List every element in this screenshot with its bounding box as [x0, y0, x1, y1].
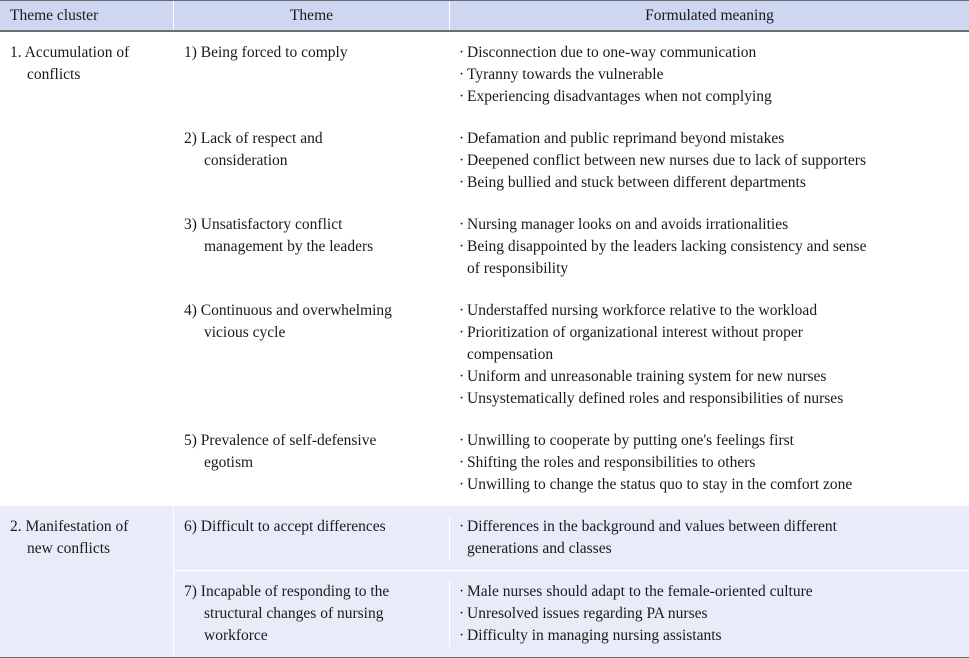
meaning-text-line: compensation — [467, 346, 554, 363]
meaning-text — [467, 214, 969, 236]
theme-name-line: 2) Lack of respect and — [184, 130, 323, 147]
themes-column — [174, 32, 969, 505]
theme-name-line: 5) Prevalence of self-defensive — [184, 432, 377, 449]
bullet-icon: · — [459, 88, 465, 105]
table-body — [0, 32, 969, 657]
header-theme-cluster: Theme cluster — [0, 1, 174, 30]
meaning-text-line: Male nurses should adapt to the female-oriented culture — [467, 583, 813, 600]
meaning-item — [459, 581, 969, 603]
meaning-item — [459, 172, 969, 194]
meaning-text — [467, 300, 969, 322]
cluster-name — [0, 32, 174, 505]
meaning-text-line: Defamation and public reprimand beyond mistakes — [467, 130, 785, 147]
bullet-icon: · — [459, 174, 465, 191]
bullet-icon: · — [459, 605, 465, 622]
meaning-item — [459, 322, 969, 366]
meaning-text — [467, 474, 969, 496]
meaning-item — [459, 150, 969, 172]
meaning-text — [467, 581, 969, 603]
bullet-icon: · — [459, 302, 465, 319]
bullet-icon: · — [459, 130, 465, 147]
meaning-text-line: Differences in the background and values between different — [467, 518, 837, 535]
meaning-text-line: Unsystematically defined roles and responsibilities of nurses — [467, 390, 844, 407]
themes-column — [174, 506, 969, 657]
meaning-item — [459, 516, 969, 560]
bullet-icon: · — [459, 66, 465, 83]
meaning-text — [467, 452, 969, 474]
meaning-text — [467, 603, 969, 625]
bullet-icon: · — [459, 238, 465, 255]
theme-name-line: 3) Unsatisfactory conflict — [184, 216, 343, 233]
meaning-text — [467, 86, 969, 108]
meaning-text — [467, 388, 969, 410]
bullet-icon: · — [459, 627, 465, 644]
bullet-icon: · — [459, 476, 465, 493]
formulated-meanings — [450, 516, 969, 560]
meaning-text-line: Being disappointed by the leaders lacking consistency and sense — [467, 238, 867, 255]
theme-name — [174, 581, 450, 647]
meaning-text — [467, 172, 969, 194]
meaning-text-line: Tyranny towards the vulnerable — [467, 66, 664, 83]
bullet-icon: · — [459, 390, 465, 407]
meaning-text-line: Being bullied and stuck between different departments — [467, 174, 806, 191]
table-header-row — [0, 1, 969, 32]
theme-name-line: 1) Being forced to comply — [184, 44, 348, 61]
meaning-text-line: Experiencing disadvantages when not complying — [467, 88, 772, 105]
theme-name-line: workforce — [204, 627, 268, 644]
meaning-item — [459, 86, 969, 108]
bullet-icon: · — [459, 152, 465, 169]
cluster-name-line: 2. Manifestation of — [10, 518, 129, 535]
bullet-icon: · — [459, 44, 465, 61]
formulated-meanings — [450, 128, 969, 194]
bullet-icon: · — [459, 583, 465, 600]
theme-name-line: 4) Continuous and overwhelming — [184, 302, 392, 319]
meaning-text-line: Difficulty in managing nursing assistants — [467, 627, 722, 644]
theme-row — [174, 420, 969, 505]
meaning-text — [467, 322, 969, 366]
meaning-text — [467, 516, 969, 560]
cluster-name-line: 1. Accumulation of — [10, 44, 130, 61]
meaning-item — [459, 474, 969, 496]
meaning-text — [467, 128, 969, 150]
meaning-item — [459, 430, 969, 452]
meaning-item — [459, 42, 969, 64]
meaning-item — [459, 366, 969, 388]
meaning-item — [459, 603, 969, 625]
theme-row — [174, 32, 969, 118]
theme-name-line: vicious cycle — [204, 324, 286, 341]
theme-name-line: management by the leaders — [204, 238, 374, 255]
theme-name — [174, 42, 450, 108]
bullet-icon: · — [459, 432, 465, 449]
theme-name — [174, 128, 450, 194]
meaning-item — [459, 388, 969, 410]
meaning-text-line: Unwilling to cooperate by putting one's feelings first — [467, 432, 794, 449]
theme-name-line: 6) Difficult to accept differences — [184, 518, 386, 535]
meaning-text-line: of responsibility — [467, 260, 569, 277]
theme-name — [174, 300, 450, 410]
meaning-item — [459, 452, 969, 474]
formulated-meanings — [450, 430, 969, 496]
theme-cluster-row — [0, 32, 969, 505]
meaning-text-line: Disconnection due to one-way communication — [467, 44, 757, 61]
theme-name-line: 7) Incapable of responding to the — [184, 583, 390, 600]
meaning-item — [459, 128, 969, 150]
meaning-text — [467, 236, 969, 280]
theme-row — [174, 118, 969, 204]
bullet-icon: · — [459, 216, 465, 233]
meaning-text-line: generations and classes — [467, 540, 612, 557]
theme-row — [174, 204, 969, 290]
theme-name-line: structural changes of nursing — [204, 605, 384, 622]
cluster-name — [0, 506, 174, 657]
theme-name-line: egotism — [204, 454, 254, 471]
header-formulated-meaning: Formulated meaning — [645, 7, 774, 24]
theme-row — [174, 290, 969, 420]
meaning-item — [459, 300, 969, 322]
meaning-text-line: Prioritization of organizational interest without proper — [467, 324, 803, 341]
bullet-icon: · — [459, 368, 465, 385]
cluster-name-line: new conflicts — [27, 540, 111, 557]
formulated-meanings — [450, 214, 969, 280]
bullet-icon: · — [459, 454, 465, 471]
meaning-text-line: Understaffed nursing workforce relative to the workload — [467, 302, 818, 319]
theme-name-line: consideration — [204, 152, 288, 169]
meaning-text — [467, 366, 969, 388]
meaning-text — [467, 625, 969, 647]
meaning-text — [467, 42, 969, 64]
cluster-name-line: conflicts — [27, 66, 81, 83]
header-theme: Theme — [174, 1, 450, 30]
meaning-text — [467, 430, 969, 452]
theme-row — [174, 506, 969, 570]
theme-name — [174, 430, 450, 496]
theme-name — [174, 214, 450, 280]
meaning-text-line: Shifting the roles and responsibilities to others — [467, 454, 756, 471]
theme-cluster-row — [0, 505, 969, 657]
meaning-text-line: Uniform and unreasonable training system for new nurses — [467, 368, 827, 385]
meaning-item — [459, 214, 969, 236]
formulated-meanings — [450, 300, 969, 410]
theme-row — [174, 570, 969, 657]
meaning-item — [459, 64, 969, 86]
meaning-text-line: Unresolved issues regarding PA nurses — [467, 605, 708, 622]
formulated-meanings — [450, 42, 969, 108]
meaning-text — [467, 64, 969, 86]
meaning-text — [467, 150, 969, 172]
theme-name — [174, 516, 450, 560]
meaning-text-line: Deepened conflict between new nurses due to lack of supporters — [467, 152, 866, 169]
bullet-icon: · — [459, 518, 465, 535]
meaning-item — [459, 236, 969, 280]
meaning-text-line: Unwilling to change the status quo to stay in the comfort zone — [467, 476, 853, 493]
formulated-meanings — [450, 581, 969, 647]
meaning-item — [459, 625, 969, 647]
bullet-icon: · — [459, 324, 465, 341]
meaning-text-line: Nursing manager looks on and avoids irrationalities — [467, 216, 789, 233]
